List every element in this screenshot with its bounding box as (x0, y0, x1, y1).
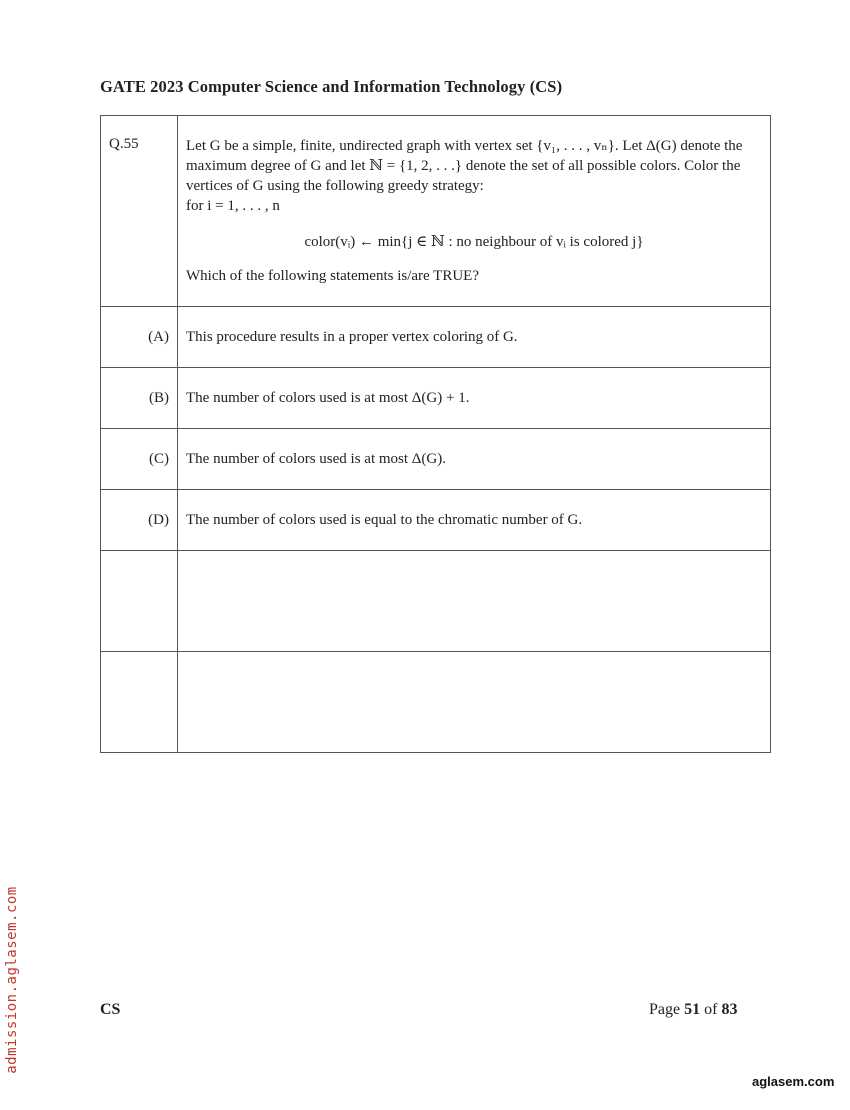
question-ask: Which of the following statements is/are TRUE? (186, 268, 479, 284)
page-header-title: GATE 2023 Computer Science and Information Technology (CS) (100, 77, 563, 96)
option-text: This procedure results in a proper vertex coloring of G. (178, 307, 771, 368)
question-intro: Let G be a simple, finite, undirected graph with vertex set {v₁, . . . , vₙ}. Let Δ(G) denote the maximum degree of G and let ℕ = {1, 2, . . .} denote the set of all possible colors. Color the vertices of G using the following greedy strategy: (186, 138, 743, 194)
page-current: 51 (684, 1001, 701, 1018)
blank-row (101, 551, 771, 652)
footer-page-number (649, 1001, 737, 1019)
option-label: (B) (101, 368, 178, 429)
option-label: (D) (101, 490, 178, 551)
option-label: (C) (101, 429, 178, 490)
question-row (101, 116, 771, 307)
option-text: The number of colors used is equal to the chromatic number of G. (178, 490, 771, 551)
footer-subject-code: CS (100, 1001, 121, 1018)
question-number: Q.55 (101, 116, 178, 307)
page-total: 83 (721, 1001, 738, 1018)
blank-cell (178, 652, 771, 753)
option-text: The number of colors used is at most Δ(G) + 1. (178, 368, 771, 429)
option-row-c (101, 429, 771, 490)
question-stem (178, 116, 771, 307)
page-of: of (700, 1001, 722, 1018)
option-row-a (101, 307, 771, 368)
option-label: (A) (101, 307, 178, 368)
option-row-d (101, 490, 771, 551)
blank-cell (101, 652, 178, 753)
question-loop: for i = 1, . . . , n (186, 198, 280, 214)
question-formula: color(vᵢ) ← min{j ∈ ℕ : no neighbour of vᵢ is colored j} (304, 234, 644, 250)
blank-cell (178, 551, 771, 652)
blank-cell (101, 551, 178, 652)
option-text: The number of colors used is at most Δ(G). (178, 429, 771, 490)
side-watermark: admission.aglasem.com (4, 886, 20, 1074)
blank-row (101, 652, 771, 753)
brand-logo-text: aglasem.com (752, 1074, 835, 1089)
option-row-b (101, 368, 771, 429)
page-prefix: Page (649, 1001, 685, 1018)
question-table (100, 115, 771, 753)
